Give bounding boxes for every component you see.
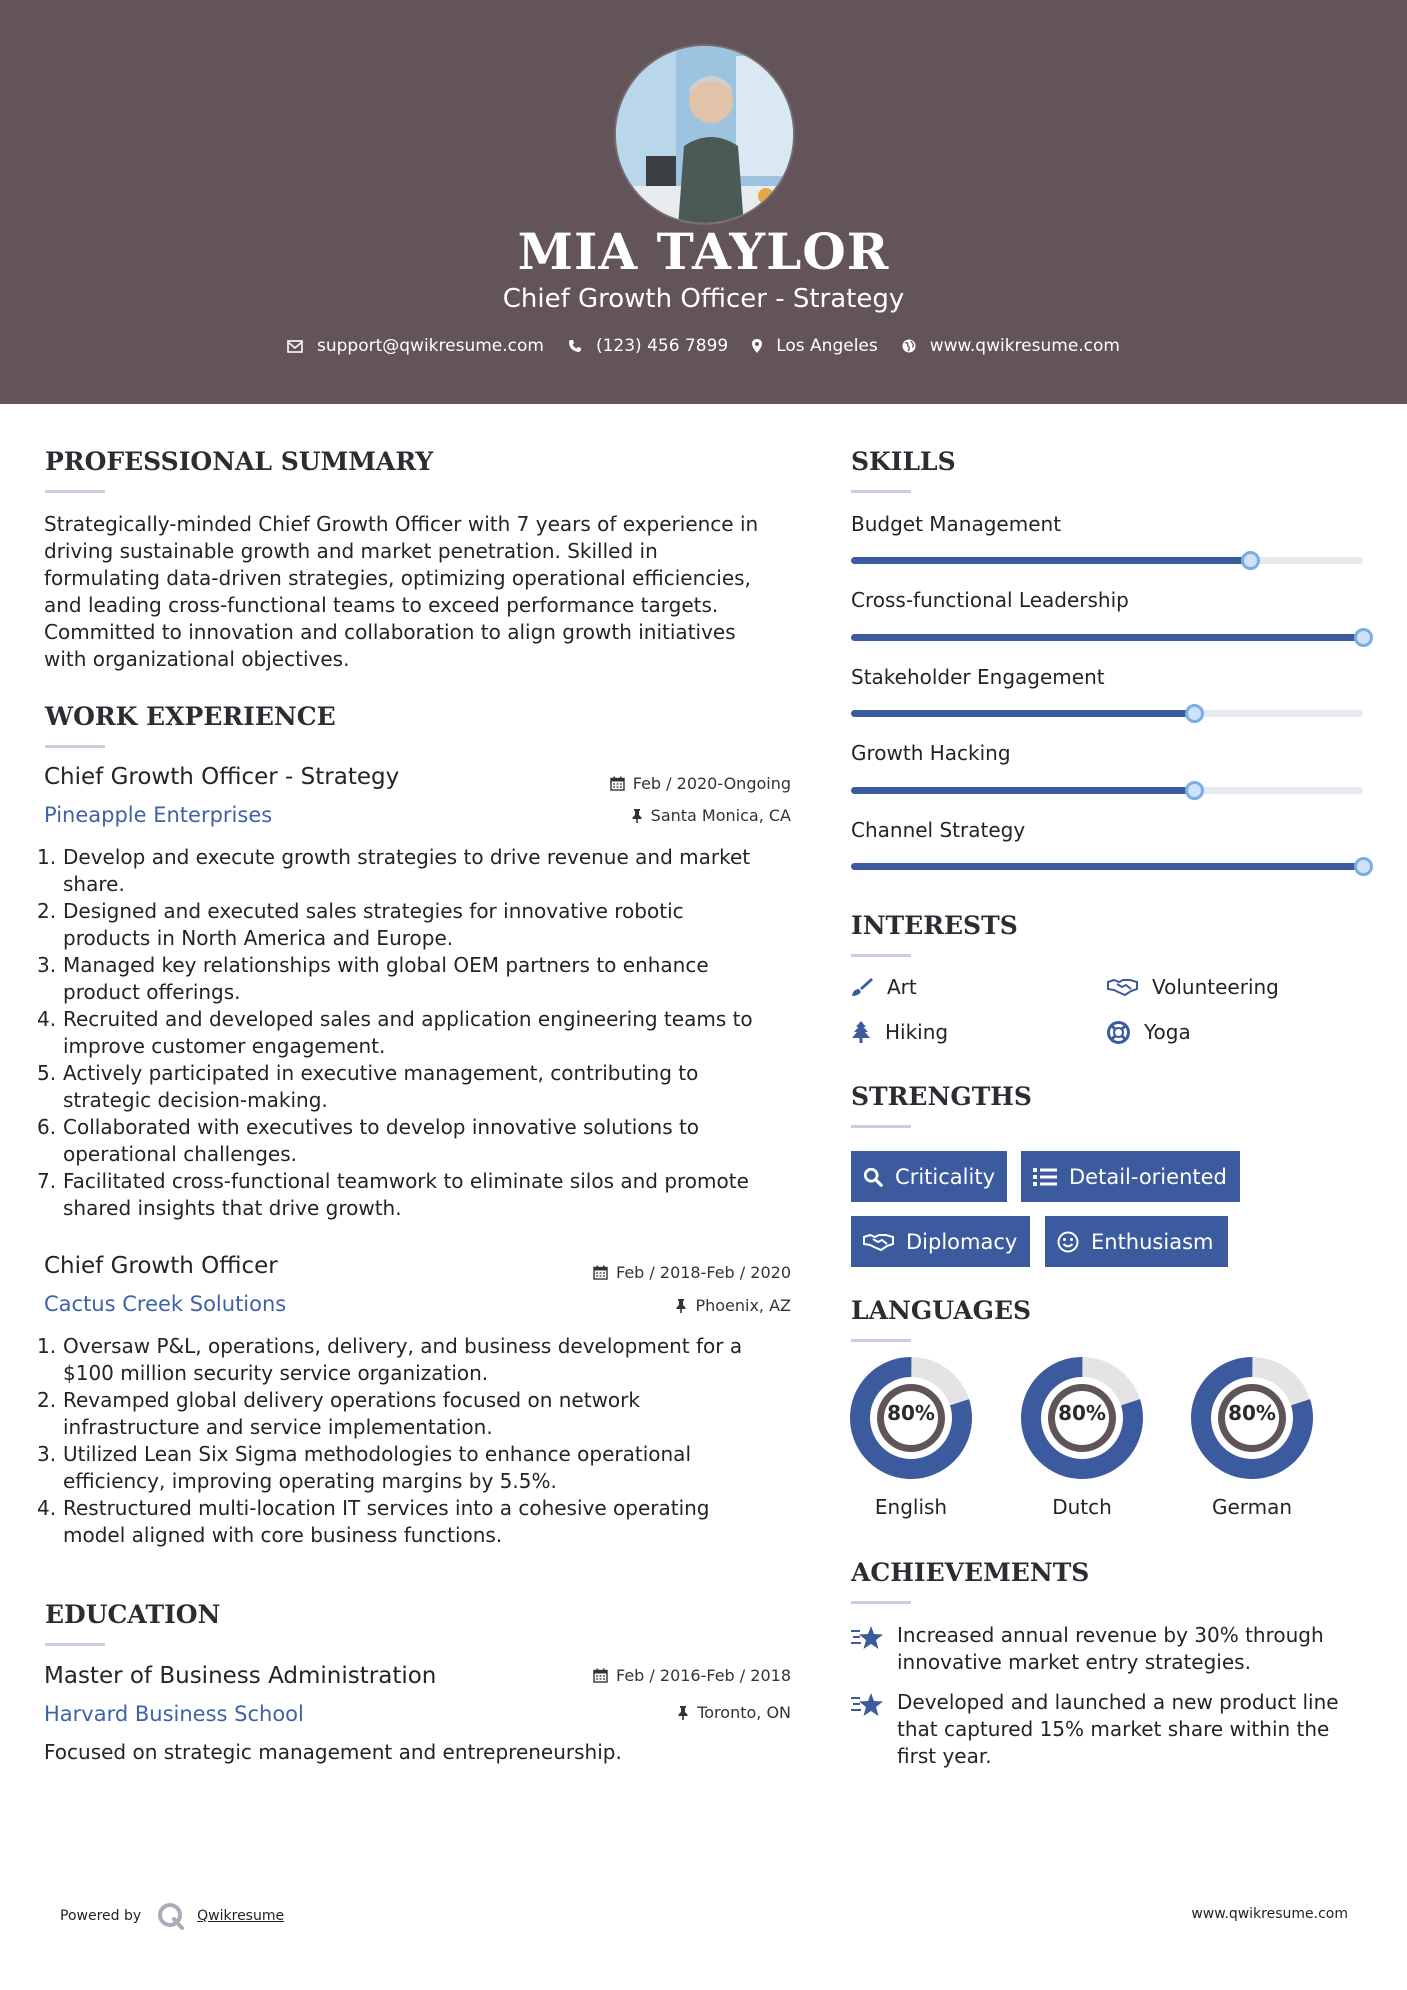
contact-location bbox=[752, 336, 878, 356]
achievement-item bbox=[851, 1622, 1371, 1676]
summary-text bbox=[44, 511, 804, 673]
language-item bbox=[850, 1357, 972, 1519]
list-item bbox=[37, 1387, 794, 1441]
list-line: model aligned with core business functions. bbox=[63, 1523, 503, 1547]
list-line: Revamped global delivery operations focused on network bbox=[63, 1388, 640, 1412]
list-line: Designed and executed sales strategies for innovative robotic bbox=[63, 899, 684, 923]
pushpin-icon bbox=[675, 1298, 687, 1313]
achievement-text bbox=[897, 1689, 1339, 1770]
profile-photo bbox=[614, 44, 795, 225]
envelope-icon bbox=[287, 340, 303, 353]
calendar-icon bbox=[610, 776, 625, 791]
list-line: $100 million security service organization. bbox=[63, 1361, 489, 1385]
pushpin-icon bbox=[677, 1705, 689, 1720]
experience-heading: WORK EXPERIENCE bbox=[45, 702, 336, 731]
strengths-underline bbox=[851, 1125, 911, 1128]
achievement-line: that captured 15% market share within the bbox=[897, 1717, 1330, 1741]
list-item bbox=[37, 1006, 794, 1060]
list-line: efficiency, improving operating margins by 5.5%. bbox=[63, 1469, 557, 1493]
job-bullets bbox=[37, 844, 794, 1222]
skill-bar-fill bbox=[851, 863, 1363, 870]
list-item bbox=[37, 1114, 794, 1168]
interest-item bbox=[851, 1020, 948, 1044]
interest-label: Yoga bbox=[1144, 1020, 1191, 1044]
summary-line: with organizational objectives. bbox=[44, 647, 350, 671]
list-line: Restructured multi-location IT services into a cohesive operating bbox=[63, 1496, 710, 1520]
skill-bar-knob bbox=[1185, 781, 1204, 800]
list-line: products in North America and Europe. bbox=[63, 926, 454, 950]
education-description: Focused on strategic management and entrepreneurship. bbox=[44, 1740, 622, 1764]
list-number: 6. bbox=[37, 1115, 57, 1139]
languages-underline bbox=[851, 1339, 911, 1342]
achievement-text bbox=[897, 1622, 1324, 1676]
skill-bar bbox=[851, 710, 1363, 717]
skill-bar-knob bbox=[1185, 704, 1204, 723]
lifebuoy-icon bbox=[1107, 1021, 1130, 1044]
summary-underline bbox=[45, 490, 105, 493]
list-item bbox=[37, 1441, 794, 1495]
job-location-text: Santa Monica, CA bbox=[650, 806, 791, 825]
map-marker-icon bbox=[752, 339, 762, 353]
interests-heading: INTERESTS bbox=[851, 911, 1018, 940]
job-dates bbox=[610, 774, 791, 793]
interest-label: Volunteering bbox=[1152, 975, 1279, 999]
achievement-line: Developed and launched a new product line bbox=[897, 1690, 1339, 1714]
powered-by bbox=[60, 1902, 284, 1930]
qwikresume-link[interactable]: Qwikresume bbox=[197, 1908, 285, 1924]
job-dates-text: Feb / 2020-Ongoing bbox=[632, 774, 791, 793]
strength-label: Enthusiasm bbox=[1091, 1229, 1214, 1254]
interest-item bbox=[1107, 1020, 1191, 1044]
list-item bbox=[37, 844, 794, 898]
job-dates bbox=[593, 1263, 791, 1282]
skill-bar bbox=[851, 634, 1363, 641]
list-number: 2. bbox=[37, 899, 57, 923]
contact-website[interactable] bbox=[902, 336, 1120, 356]
list-item bbox=[37, 952, 794, 1006]
strength-tag bbox=[851, 1216, 1030, 1267]
handshake-icon bbox=[863, 1232, 894, 1252]
interests-underline bbox=[851, 954, 911, 957]
qwikresume-logo-icon bbox=[157, 1902, 185, 1930]
interest-label: Art bbox=[887, 975, 917, 999]
strength-label: Criticality bbox=[895, 1164, 995, 1189]
candidate-title: Chief Growth Officer - Strategy bbox=[502, 284, 905, 314]
skill-bar-fill bbox=[851, 710, 1194, 717]
list-number: 7. bbox=[37, 1169, 57, 1193]
summary-line: Committed to innovation and collaboration to align growth initiatives bbox=[44, 620, 736, 644]
job-dates-text: Feb / 2018-Feb / 2020 bbox=[616, 1263, 791, 1282]
interest-item bbox=[851, 975, 917, 999]
achievements-heading: ACHIEVEMENTS bbox=[851, 1558, 1090, 1587]
smile-icon bbox=[1057, 1231, 1079, 1253]
education-heading: EDUCATION bbox=[45, 1600, 221, 1629]
job-location bbox=[675, 1296, 791, 1315]
skill-bar-knob bbox=[1354, 857, 1373, 876]
phone-text: (123) 456 7899 bbox=[595, 336, 729, 356]
job-company[interactable]: Cactus Creek Solutions bbox=[44, 1292, 287, 1316]
list-line: Facilitated cross-functional teamwork to eliminate silos and promote bbox=[63, 1169, 749, 1193]
list-number: 1. bbox=[37, 845, 57, 869]
job-company[interactable]: Pineapple Enterprises bbox=[44, 803, 273, 827]
location-text: Los Angeles bbox=[776, 336, 878, 356]
list-line: Utilized Lean Six Sigma methodologies to enhance operational bbox=[63, 1442, 691, 1466]
handshake-icon bbox=[1107, 977, 1138, 997]
list-item bbox=[37, 1495, 794, 1549]
summary-line: driving sustainable growth and market penetration. Skilled in bbox=[44, 539, 658, 563]
footer-website[interactable]: www.qwikresume.com bbox=[1191, 1906, 1348, 1922]
strengths-heading: STRENGTHS bbox=[851, 1082, 1032, 1111]
list-line: infrastructure and service implementation. bbox=[63, 1415, 493, 1439]
candidate-name: MIA TAYLOR bbox=[517, 222, 890, 281]
phone-icon bbox=[568, 339, 582, 353]
summary-line: formulating data-driven strategies, optimizing operational efficiencies, bbox=[44, 566, 751, 590]
list-number: 4. bbox=[37, 1007, 57, 1031]
paintbrush-icon bbox=[851, 977, 873, 997]
tree-icon bbox=[851, 1021, 871, 1043]
skill-label: Stakeholder Engagement bbox=[851, 665, 1105, 689]
resume-header bbox=[0, 0, 1407, 404]
education-underline bbox=[45, 1643, 105, 1646]
achievement-item bbox=[851, 1689, 1371, 1770]
education-dates-text: Feb / 2016-Feb / 2018 bbox=[616, 1666, 791, 1685]
language-name: English bbox=[874, 1495, 948, 1519]
achievement-line: innovative market entry strategies. bbox=[897, 1650, 1251, 1674]
language-percent: 80% bbox=[887, 1401, 935, 1425]
interest-label: Hiking bbox=[885, 1020, 949, 1044]
strength-tag bbox=[1045, 1216, 1228, 1267]
skills-heading: SKILLS bbox=[851, 447, 956, 476]
language-percent: 80% bbox=[1058, 1401, 1106, 1425]
education-location-text: Toronto, ON bbox=[697, 1703, 791, 1722]
degree-title: Master of Business Administration bbox=[44, 1663, 437, 1689]
contact-phone[interactable] bbox=[568, 336, 728, 356]
summary-heading: PROFESSIONAL SUMMARY bbox=[45, 447, 434, 476]
list-icon bbox=[1033, 1167, 1057, 1187]
skill-label: Channel Strategy bbox=[851, 818, 1026, 842]
skill-bar bbox=[851, 863, 1363, 870]
list-item bbox=[37, 1333, 794, 1387]
languages-heading: LANGUAGES bbox=[851, 1296, 1032, 1325]
strength-tag bbox=[851, 1151, 1007, 1202]
list-line: Managed key relationships with global OEM partners to enhance bbox=[63, 953, 709, 977]
summary-line: and leading cross-functional teams to exceed performance targets. bbox=[44, 593, 719, 617]
search-icon bbox=[863, 1166, 883, 1188]
website-text: www.qwikresume.com bbox=[929, 336, 1120, 356]
job-bullets bbox=[37, 1333, 794, 1549]
list-line: Actively participated in executive management, contributing to bbox=[63, 1061, 699, 1085]
achievement-line: Increased annual revenue by 30% through bbox=[897, 1623, 1324, 1647]
list-number: 3. bbox=[37, 1442, 57, 1466]
pushpin-icon bbox=[631, 808, 643, 823]
list-item bbox=[37, 1168, 794, 1222]
skill-bar-fill bbox=[851, 634, 1363, 641]
list-line: Develop and execute growth strategies to drive revenue and market bbox=[63, 845, 751, 869]
language-name: German bbox=[1211, 1495, 1293, 1519]
skill-bar-fill bbox=[851, 557, 1250, 564]
achievement-line: first year. bbox=[897, 1744, 992, 1768]
skill-label: Budget Management bbox=[851, 512, 1062, 536]
list-number: 4. bbox=[37, 1496, 57, 1520]
contact-email[interactable] bbox=[287, 336, 544, 356]
list-line: operational challenges. bbox=[63, 1142, 297, 1166]
skill-bar-knob bbox=[1241, 551, 1260, 570]
skill-bar-fill bbox=[851, 787, 1194, 794]
job-title: Chief Growth Officer - Strategy bbox=[44, 764, 400, 790]
star-icon bbox=[851, 1692, 885, 1718]
list-number: 3. bbox=[37, 953, 57, 977]
summary-line: Strategically-minded Chief Growth Officer with 7 years of experience in bbox=[44, 512, 759, 536]
list-line: share. bbox=[63, 872, 125, 896]
achievements-underline bbox=[851, 1601, 911, 1604]
job-title: Chief Growth Officer bbox=[44, 1253, 278, 1279]
calendar-icon bbox=[593, 1265, 608, 1280]
language-item bbox=[1191, 1357, 1313, 1519]
skill-bar bbox=[851, 787, 1363, 794]
list-number: 5. bbox=[37, 1061, 57, 1085]
star-icon bbox=[851, 1625, 885, 1651]
education-location bbox=[677, 1703, 791, 1722]
globe-icon bbox=[902, 339, 916, 353]
experience-underline bbox=[45, 745, 105, 748]
skill-label: Growth Hacking bbox=[851, 741, 1011, 765]
email-text: support@qwikresume.com bbox=[317, 336, 544, 356]
interest-item bbox=[1107, 975, 1279, 999]
list-number: 1. bbox=[37, 1334, 57, 1358]
list-line: Oversaw P&L, operations, delivery, and business development for a bbox=[63, 1334, 743, 1358]
school-name[interactable]: Harvard Business School bbox=[44, 1702, 304, 1726]
skill-bar bbox=[851, 557, 1363, 564]
list-line: product offerings. bbox=[63, 980, 241, 1004]
language-percent: 80% bbox=[1228, 1401, 1276, 1425]
strength-label: Diplomacy bbox=[906, 1229, 1018, 1254]
language-item bbox=[1021, 1357, 1143, 1519]
contact-bar bbox=[0, 336, 1407, 356]
list-line: improve customer engagement. bbox=[63, 1034, 386, 1058]
list-line: Collaborated with executives to develop innovative solutions to bbox=[63, 1115, 700, 1139]
skill-bar-knob bbox=[1354, 628, 1373, 647]
skills-underline bbox=[851, 490, 911, 493]
skill-label: Cross-functional Leadership bbox=[851, 588, 1129, 612]
list-line: strategic decision-making. bbox=[63, 1088, 328, 1112]
language-name: Dutch bbox=[1052, 1495, 1112, 1519]
job-location-text: Phoenix, AZ bbox=[695, 1296, 791, 1315]
strength-tag bbox=[1021, 1151, 1240, 1202]
calendar-icon bbox=[593, 1668, 608, 1683]
list-item bbox=[37, 898, 794, 952]
powered-by-text: Powered by bbox=[60, 1908, 142, 1924]
list-number: 2. bbox=[37, 1388, 57, 1412]
list-line: shared insights that drive growth. bbox=[63, 1196, 402, 1220]
list-item bbox=[37, 1060, 794, 1114]
strength-label: Detail-oriented bbox=[1069, 1164, 1227, 1189]
list-line: Recruited and developed sales and application engineering teams to bbox=[63, 1007, 753, 1031]
education-dates bbox=[593, 1666, 791, 1685]
job-location bbox=[631, 806, 791, 825]
